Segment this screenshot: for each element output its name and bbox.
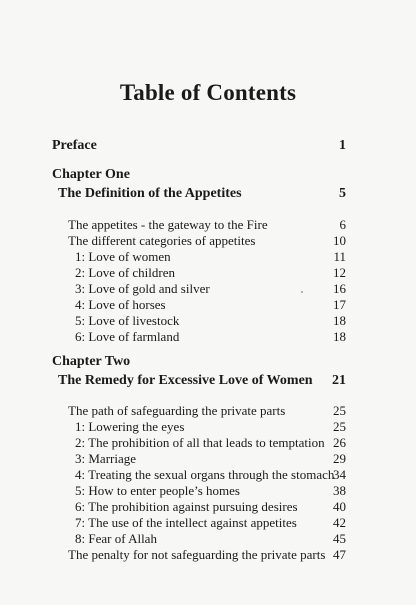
entry-label: The path of safeguarding the private parts [68, 403, 286, 418]
entry-label: 2: The prohibition of all that leads to temptation [75, 435, 325, 450]
entry-page: 29 [333, 451, 346, 466]
entry-label: 4: Love of horses [75, 297, 166, 312]
chapter-page: 21 [332, 373, 346, 388]
entry-page: 12 [333, 265, 346, 280]
toc-entry [0, 328, 416, 346]
entry-label: 4: Treating the sexual organs through the stomach [75, 467, 335, 482]
entry-label: 8: Fear of Allah [75, 531, 157, 546]
entry-page: 17 [333, 297, 346, 312]
chapter-two-title [0, 372, 416, 390]
entry-page: 47 [333, 547, 346, 562]
chapter-page: 5 [339, 186, 346, 201]
entry-label: Preface [52, 138, 97, 153]
entry-label: 5: Love of livestock [75, 313, 180, 328]
chapter-title: The Remedy for Excessive Love of Women [58, 373, 313, 388]
entry-page: 10 [333, 233, 346, 248]
entry-label: 6: Love of farmland [75, 329, 180, 344]
chapter-heading: Chapter Two [52, 354, 131, 369]
entry-label: 1: Love of women [75, 249, 171, 264]
entry-page: 16 [333, 281, 346, 296]
paper-speck [301, 291, 303, 293]
entry-page: 1 [339, 138, 346, 153]
entry-page: 25 [333, 403, 346, 418]
toc-entry-preface [0, 137, 416, 155]
entry-page: 18 [333, 313, 346, 328]
entry-page: 42 [333, 515, 346, 530]
entry-label: 1: Lowering the eyes [75, 419, 185, 434]
entry-label: 3: Marriage [75, 451, 137, 466]
entry-label: The different categories of appetites [68, 233, 256, 248]
entry-page: 26 [333, 435, 346, 450]
page-title: Table of Contents [119, 80, 297, 105]
chapter-heading: Chapter One [52, 167, 130, 182]
entry-label: 2: Love of children [75, 265, 175, 280]
chapter-one-heading [0, 166, 416, 184]
entry-page: 18 [333, 329, 346, 344]
entry-page: 38 [333, 483, 346, 498]
entry-page: 6 [339, 217, 346, 232]
entry-page: 34 [333, 467, 346, 482]
chapter-two-heading [0, 353, 416, 371]
entry-page: 40 [333, 499, 346, 514]
entry-page: 11 [333, 249, 346, 264]
toc-entry [0, 546, 416, 564]
entry-label: The penalty for not safeguarding the private parts [68, 547, 326, 562]
entry-label: 7: The use of the intellect against appetites [75, 515, 297, 530]
chapter-one-title [0, 185, 416, 203]
entry-label: The appetites - the gateway to the Fire [68, 217, 268, 232]
chapter-title: The Definition of the Appetites [58, 186, 242, 201]
entry-label: 5: How to enter people’s homes [75, 483, 240, 498]
entry-page: 25 [333, 419, 346, 434]
entry-label: 6: The prohibition against pursuing desires [75, 499, 298, 514]
entry-page: 45 [333, 531, 346, 546]
entry-label: 3: Love of gold and silver [75, 281, 210, 296]
